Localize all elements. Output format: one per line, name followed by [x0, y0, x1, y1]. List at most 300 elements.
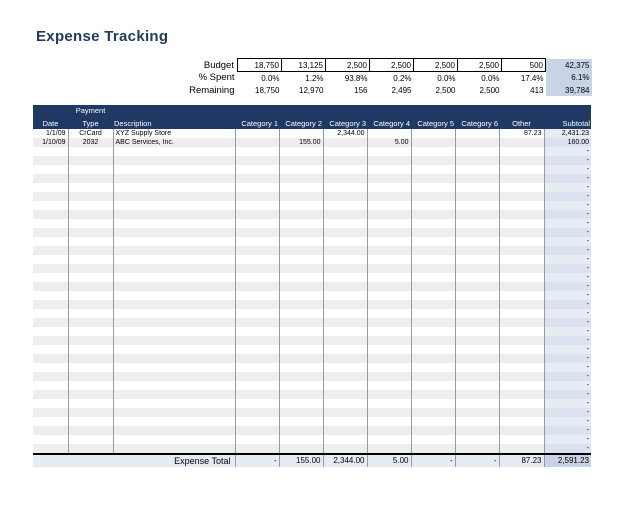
table-cell[interactable]: [68, 237, 113, 246]
table-cell[interactable]: [113, 309, 235, 318]
table-cell[interactable]: [411, 327, 455, 336]
table-cell[interactable]: [499, 435, 544, 444]
table-cell[interactable]: [279, 210, 323, 219]
table-cell[interactable]: [411, 309, 455, 318]
table-cell[interactable]: [499, 291, 544, 300]
summary-cell[interactable]: 2,500: [458, 59, 502, 72]
table-cell[interactable]: [235, 282, 279, 291]
table-cell[interactable]: [279, 228, 323, 237]
table-cell[interactable]: [68, 417, 113, 426]
table-cell[interactable]: [367, 345, 411, 354]
table-cell[interactable]: [235, 201, 279, 210]
table-cell[interactable]: [279, 246, 323, 255]
table-cell[interactable]: [279, 363, 323, 372]
table-cell[interactable]: [68, 354, 113, 363]
table-cell[interactable]: [411, 345, 455, 354]
table-cell[interactable]: [411, 264, 455, 273]
table-cell[interactable]: [33, 210, 68, 219]
table-cell[interactable]: [279, 192, 323, 201]
table-cell[interactable]: [411, 255, 455, 264]
table-cell[interactable]: 155.00: [279, 138, 323, 147]
table-cell[interactable]: 2032: [68, 138, 113, 147]
table-cell[interactable]: [323, 210, 367, 219]
table-cell[interactable]: [68, 273, 113, 282]
table-cell[interactable]: [323, 318, 367, 327]
table-cell[interactable]: [113, 192, 235, 201]
table-cell[interactable]: [455, 408, 499, 417]
table-cell[interactable]: [455, 390, 499, 399]
table-cell[interactable]: [68, 156, 113, 165]
table-cell[interactable]: [68, 327, 113, 336]
table-cell[interactable]: [68, 183, 113, 192]
table-cell[interactable]: [455, 273, 499, 282]
table-cell[interactable]: [455, 246, 499, 255]
table-cell[interactable]: [68, 363, 113, 372]
table-cell[interactable]: [33, 273, 68, 282]
table-cell[interactable]: [33, 327, 68, 336]
table-cell[interactable]: [33, 219, 68, 228]
table-cell[interactable]: [367, 426, 411, 435]
table-cell[interactable]: [367, 435, 411, 444]
table-cell[interactable]: [113, 372, 235, 381]
table-cell[interactable]: [367, 291, 411, 300]
table-cell[interactable]: [68, 444, 113, 454]
table-cell[interactable]: [455, 372, 499, 381]
table-cell[interactable]: [33, 174, 68, 183]
table-cell[interactable]: [367, 444, 411, 454]
table-cell[interactable]: [323, 174, 367, 183]
table-cell[interactable]: [499, 390, 544, 399]
table-cell[interactable]: [499, 372, 544, 381]
table-cell[interactable]: [499, 228, 544, 237]
table-cell[interactable]: [113, 336, 235, 345]
table-cell[interactable]: [499, 309, 544, 318]
table-cell[interactable]: [455, 156, 499, 165]
table-cell[interactable]: [367, 273, 411, 282]
table-cell[interactable]: [499, 300, 544, 309]
table-cell[interactable]: [68, 435, 113, 444]
summary-cell[interactable]: 18,750: [238, 59, 282, 72]
table-cell[interactable]: [411, 183, 455, 192]
table-cell[interactable]: [323, 300, 367, 309]
table-cell[interactable]: [367, 381, 411, 390]
table-cell[interactable]: [279, 156, 323, 165]
table-cell[interactable]: [235, 174, 279, 183]
table-cell[interactable]: [367, 219, 411, 228]
table-cell[interactable]: [279, 381, 323, 390]
table-cell[interactable]: [279, 291, 323, 300]
table-cell[interactable]: [113, 327, 235, 336]
table-cell[interactable]: [323, 327, 367, 336]
table-cell[interactable]: [499, 183, 544, 192]
summary-cell[interactable]: 13,125: [282, 59, 326, 72]
table-cell[interactable]: [411, 444, 455, 454]
table-cell[interactable]: [113, 399, 235, 408]
table-cell[interactable]: [499, 354, 544, 363]
table-cell[interactable]: [499, 201, 544, 210]
table-cell[interactable]: [323, 201, 367, 210]
table-cell[interactable]: [367, 408, 411, 417]
table-cell[interactable]: [113, 165, 235, 174]
table-cell[interactable]: [235, 129, 279, 138]
table-cell[interactable]: [33, 147, 68, 156]
table-cell[interactable]: [411, 399, 455, 408]
table-cell[interactable]: [455, 210, 499, 219]
table-cell[interactable]: CrCard: [68, 129, 113, 138]
table-cell[interactable]: [367, 246, 411, 255]
table-cell[interactable]: [68, 309, 113, 318]
table-cell[interactable]: [33, 201, 68, 210]
table-cell[interactable]: 2,344.00: [323, 129, 367, 138]
table-cell[interactable]: [499, 156, 544, 165]
table-cell[interactable]: [68, 282, 113, 291]
table-cell[interactable]: [279, 435, 323, 444]
table-cell[interactable]: [33, 237, 68, 246]
table-cell[interactable]: [33, 336, 68, 345]
table-cell[interactable]: [235, 408, 279, 417]
table-cell[interactable]: [499, 174, 544, 183]
table-cell[interactable]: [68, 228, 113, 237]
table-cell[interactable]: [33, 300, 68, 309]
table-cell[interactable]: [113, 363, 235, 372]
table-cell[interactable]: 87.23: [499, 129, 544, 138]
table-cell[interactable]: [499, 417, 544, 426]
table-cell[interactable]: [33, 165, 68, 174]
table-cell[interactable]: 1/10/09: [33, 138, 68, 147]
table-cell[interactable]: [499, 165, 544, 174]
table-cell[interactable]: [411, 228, 455, 237]
table-cell[interactable]: [235, 417, 279, 426]
table-cell[interactable]: [279, 327, 323, 336]
table-cell[interactable]: [68, 246, 113, 255]
table-cell[interactable]: [499, 255, 544, 264]
table-cell[interactable]: [33, 390, 68, 399]
table-cell[interactable]: [113, 345, 235, 354]
table-cell[interactable]: [68, 345, 113, 354]
table-cell[interactable]: [33, 255, 68, 264]
table-cell[interactable]: [367, 363, 411, 372]
table-cell[interactable]: [113, 210, 235, 219]
table-cell[interactable]: [455, 354, 499, 363]
table-cell[interactable]: [235, 237, 279, 246]
table-cell[interactable]: [499, 444, 544, 454]
table-cell[interactable]: [235, 399, 279, 408]
table-cell[interactable]: [323, 246, 367, 255]
table-cell[interactable]: [455, 138, 499, 147]
table-cell[interactable]: [455, 363, 499, 372]
table-cell[interactable]: [411, 300, 455, 309]
table-cell[interactable]: [113, 381, 235, 390]
table-cell[interactable]: [411, 291, 455, 300]
table-cell[interactable]: [279, 426, 323, 435]
table-cell[interactable]: [411, 147, 455, 156]
table-cell[interactable]: [33, 156, 68, 165]
table-cell[interactable]: [113, 147, 235, 156]
table-cell[interactable]: [411, 192, 455, 201]
table-cell[interactable]: [499, 237, 544, 246]
table-cell[interactable]: [411, 138, 455, 147]
table-cell[interactable]: [455, 381, 499, 390]
table-cell[interactable]: [455, 336, 499, 345]
table-cell[interactable]: [279, 417, 323, 426]
table-cell[interactable]: [68, 201, 113, 210]
table-cell[interactable]: [455, 264, 499, 273]
table-cell[interactable]: [455, 435, 499, 444]
table-cell[interactable]: [33, 228, 68, 237]
table-cell[interactable]: [323, 372, 367, 381]
table-cell[interactable]: [367, 237, 411, 246]
table-cell[interactable]: [499, 408, 544, 417]
table-cell[interactable]: [411, 363, 455, 372]
table-cell[interactable]: [499, 192, 544, 201]
table-cell[interactable]: [113, 435, 235, 444]
table-cell[interactable]: [68, 174, 113, 183]
table-cell[interactable]: [279, 408, 323, 417]
table-cell[interactable]: [455, 174, 499, 183]
table-cell[interactable]: [323, 291, 367, 300]
table-cell[interactable]: [411, 381, 455, 390]
table-cell[interactable]: [367, 192, 411, 201]
table-cell[interactable]: [455, 147, 499, 156]
table-cell[interactable]: [323, 264, 367, 273]
table-cell[interactable]: [455, 129, 499, 138]
table-cell[interactable]: [499, 363, 544, 372]
table-cell[interactable]: [113, 426, 235, 435]
table-cell[interactable]: [323, 228, 367, 237]
table-cell[interactable]: [235, 147, 279, 156]
table-cell[interactable]: [235, 354, 279, 363]
table-cell[interactable]: [235, 210, 279, 219]
table-cell[interactable]: [367, 390, 411, 399]
table-cell[interactable]: [279, 219, 323, 228]
table-cell[interactable]: [367, 417, 411, 426]
table-cell[interactable]: [323, 192, 367, 201]
table-cell[interactable]: [33, 408, 68, 417]
table-cell[interactable]: [68, 372, 113, 381]
table-cell[interactable]: [499, 399, 544, 408]
table-cell[interactable]: [367, 174, 411, 183]
table-cell[interactable]: [279, 372, 323, 381]
table-cell[interactable]: [68, 408, 113, 417]
table-cell[interactable]: [235, 336, 279, 345]
table-cell[interactable]: [113, 318, 235, 327]
table-cell[interactable]: [68, 165, 113, 174]
table-cell[interactable]: [499, 327, 544, 336]
table-cell[interactable]: [455, 345, 499, 354]
table-cell[interactable]: [235, 426, 279, 435]
table-cell[interactable]: [367, 318, 411, 327]
table-cell[interactable]: [68, 210, 113, 219]
table-cell[interactable]: [455, 165, 499, 174]
table-cell[interactable]: [113, 228, 235, 237]
table-cell[interactable]: [235, 183, 279, 192]
table-cell[interactable]: [235, 255, 279, 264]
table-cell[interactable]: [235, 363, 279, 372]
table-cell[interactable]: [499, 345, 544, 354]
table-cell[interactable]: [113, 273, 235, 282]
table-cell[interactable]: [235, 138, 279, 147]
table-cell[interactable]: [323, 309, 367, 318]
table-cell[interactable]: [68, 336, 113, 345]
table-cell[interactable]: [33, 372, 68, 381]
table-cell[interactable]: [367, 201, 411, 210]
table-cell[interactable]: [411, 282, 455, 291]
table-cell[interactable]: [279, 390, 323, 399]
table-cell[interactable]: [367, 210, 411, 219]
table-cell[interactable]: [68, 390, 113, 399]
table-cell[interactable]: [411, 336, 455, 345]
table-cell[interactable]: [279, 309, 323, 318]
table-cell[interactable]: [323, 219, 367, 228]
table-cell[interactable]: [68, 192, 113, 201]
summary-cell[interactable]: 2,500: [326, 59, 370, 72]
table-cell[interactable]: [323, 399, 367, 408]
table-cell[interactable]: [323, 156, 367, 165]
table-cell[interactable]: XYZ Supply Store: [113, 129, 235, 138]
table-cell[interactable]: [235, 156, 279, 165]
table-cell[interactable]: [499, 426, 544, 435]
table-cell[interactable]: [33, 426, 68, 435]
table-cell[interactable]: [411, 156, 455, 165]
table-cell[interactable]: [68, 264, 113, 273]
table-cell[interactable]: [499, 147, 544, 156]
table-cell[interactable]: [411, 408, 455, 417]
table-cell[interactable]: [367, 327, 411, 336]
table-cell[interactable]: [33, 444, 68, 454]
table-cell[interactable]: ABC Services, Inc.: [113, 138, 235, 147]
table-cell[interactable]: [323, 282, 367, 291]
table-cell[interactable]: [367, 156, 411, 165]
table-cell[interactable]: [455, 237, 499, 246]
table-cell[interactable]: [455, 228, 499, 237]
table-cell[interactable]: [235, 345, 279, 354]
table-cell[interactable]: [235, 228, 279, 237]
table-cell[interactable]: [411, 129, 455, 138]
table-cell[interactable]: [411, 354, 455, 363]
table-cell[interactable]: [411, 219, 455, 228]
table-cell[interactable]: [113, 156, 235, 165]
table-cell[interactable]: [33, 246, 68, 255]
summary-cell[interactable]: 2,500: [370, 59, 414, 72]
table-cell[interactable]: [235, 390, 279, 399]
table-cell[interactable]: [455, 255, 499, 264]
table-cell[interactable]: [279, 174, 323, 183]
table-cell[interactable]: [455, 417, 499, 426]
table-cell[interactable]: [68, 255, 113, 264]
table-cell[interactable]: [499, 210, 544, 219]
table-cell[interactable]: [367, 300, 411, 309]
table-cell[interactable]: [323, 381, 367, 390]
table-cell[interactable]: [499, 318, 544, 327]
table-cell[interactable]: [367, 165, 411, 174]
table-cell[interactable]: [279, 345, 323, 354]
table-cell[interactable]: [113, 246, 235, 255]
table-cell[interactable]: [367, 372, 411, 381]
table-cell[interactable]: [411, 390, 455, 399]
table-cell[interactable]: [279, 354, 323, 363]
table-cell[interactable]: [279, 318, 323, 327]
table-cell[interactable]: [499, 264, 544, 273]
table-cell[interactable]: [367, 147, 411, 156]
table-cell[interactable]: [323, 390, 367, 399]
table-cell[interactable]: [499, 381, 544, 390]
table-cell[interactable]: [367, 309, 411, 318]
table-cell[interactable]: [279, 129, 323, 138]
table-cell[interactable]: [411, 435, 455, 444]
table-cell[interactable]: [279, 147, 323, 156]
table-cell[interactable]: [323, 138, 367, 147]
table-cell[interactable]: [367, 228, 411, 237]
table-cell[interactable]: [455, 399, 499, 408]
table-cell[interactable]: [367, 255, 411, 264]
table-cell[interactable]: [279, 201, 323, 210]
table-cell[interactable]: [235, 327, 279, 336]
table-cell[interactable]: [323, 273, 367, 282]
table-cell[interactable]: [33, 318, 68, 327]
table-cell[interactable]: [279, 255, 323, 264]
table-cell[interactable]: [323, 426, 367, 435]
table-cell[interactable]: [367, 399, 411, 408]
table-cell[interactable]: [499, 273, 544, 282]
table-cell[interactable]: [33, 363, 68, 372]
table-cell[interactable]: [279, 273, 323, 282]
table-cell[interactable]: [411, 210, 455, 219]
table-cell[interactable]: [33, 192, 68, 201]
table-cell[interactable]: [33, 309, 68, 318]
table-cell[interactable]: [33, 435, 68, 444]
table-cell[interactable]: [113, 390, 235, 399]
table-cell[interactable]: [279, 165, 323, 174]
table-cell[interactable]: [411, 165, 455, 174]
table-cell[interactable]: [323, 183, 367, 192]
table-cell[interactable]: [455, 291, 499, 300]
table-cell[interactable]: [279, 264, 323, 273]
table-cell[interactable]: [323, 435, 367, 444]
table-cell[interactable]: [279, 336, 323, 345]
table-cell[interactable]: [499, 282, 544, 291]
table-cell[interactable]: [235, 291, 279, 300]
table-cell[interactable]: [455, 426, 499, 435]
table-cell[interactable]: [499, 246, 544, 255]
table-cell[interactable]: [33, 183, 68, 192]
table-cell[interactable]: [455, 183, 499, 192]
table-cell[interactable]: [455, 309, 499, 318]
table-cell[interactable]: [33, 354, 68, 363]
table-cell[interactable]: [411, 174, 455, 183]
table-cell[interactable]: [323, 255, 367, 264]
table-cell[interactable]: [33, 417, 68, 426]
table-cell[interactable]: [33, 399, 68, 408]
table-cell[interactable]: [455, 282, 499, 291]
table-cell[interactable]: 1/1/09: [46, 130, 66, 137]
table-cell[interactable]: [367, 282, 411, 291]
table-cell[interactable]: [33, 381, 68, 390]
table-cell[interactable]: [323, 354, 367, 363]
table-cell[interactable]: [113, 300, 235, 309]
table-cell[interactable]: [455, 201, 499, 210]
table-cell[interactable]: [235, 273, 279, 282]
table-cell[interactable]: [411, 246, 455, 255]
table-cell[interactable]: [235, 381, 279, 390]
table-cell[interactable]: [499, 336, 544, 345]
table-cell[interactable]: [367, 129, 411, 138]
table-cell[interactable]: [323, 408, 367, 417]
summary-cell[interactable]: 2,500: [414, 59, 458, 72]
table-cell[interactable]: [113, 183, 235, 192]
table-cell[interactable]: [411, 201, 455, 210]
table-cell[interactable]: [113, 444, 235, 454]
table-cell[interactable]: [455, 318, 499, 327]
